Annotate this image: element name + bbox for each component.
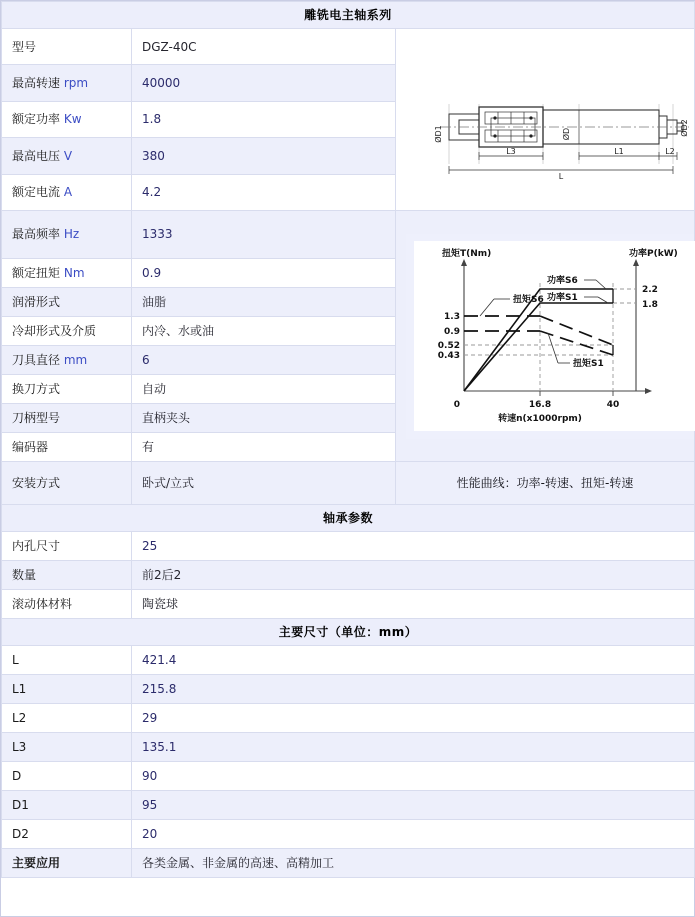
svg-text:扭矩S1: 扭矩S1 [573, 359, 604, 369]
row-value: 卧式/立式 [132, 462, 396, 505]
row-value: 内冷、水或油 [132, 317, 396, 346]
bearing-section-title: 轴承参数 [2, 505, 695, 532]
x-axis-arrow [645, 388, 652, 394]
row-value: 1333 [132, 211, 396, 259]
row-label: 刀柄型号 [2, 404, 132, 433]
chart-x-axis-title: 转速n(x1000rpm) [498, 414, 582, 424]
table-row [2, 820, 695, 849]
table-row [2, 211, 695, 259]
row-value: 380 [132, 138, 396, 174]
drawing-label-d1: ØD1 [433, 124, 443, 143]
drawing-label-d: ØD [561, 127, 571, 140]
drawing-label-d2: ØD2 [679, 118, 689, 137]
chart-y-axis-title: 扭矩T(Nm) [442, 249, 492, 259]
dimension-section-header-row [2, 619, 695, 646]
row-value: 0.9 [132, 259, 396, 288]
row-label: D1 [2, 791, 132, 820]
row-value: 各类金属、非金属的高速、高精加工 [132, 849, 695, 878]
spindle-drawing-svg [411, 60, 695, 180]
svg-text:功率S6: 功率S6 [547, 276, 578, 286]
chart-ytick-1: 1.3 [444, 312, 460, 322]
row-label: L1 [2, 675, 132, 704]
y-axis-arrow [461, 259, 467, 266]
row-value: 20 [132, 820, 695, 849]
row-label: 刀具直径 mm [2, 346, 132, 375]
row-label: D [2, 762, 132, 791]
chart-y2-axis-title: 功率P(kW) [629, 249, 678, 259]
table-row [2, 590, 695, 619]
row-label: 最高频率 Hz [2, 211, 132, 259]
table-row [2, 532, 695, 561]
table-row [2, 704, 695, 733]
chart-ytick-2: 0.9 [444, 327, 460, 337]
annotation-torque-s6 [480, 293, 544, 316]
main-title-row [2, 2, 695, 29]
row-value: 自动 [132, 375, 396, 404]
svg-text:扭矩S6: 扭矩S6 [513, 295, 544, 305]
row-value: 95 [132, 791, 695, 820]
svg-text:功率S1: 功率S1 [547, 293, 578, 303]
drawing-label-l3: L3 [505, 146, 516, 156]
row-value: 1.8 [132, 101, 396, 137]
row-label: 额定电流 A [2, 174, 132, 210]
table-row [2, 561, 695, 590]
table-row [2, 733, 695, 762]
row-value: 421.4 [132, 646, 695, 675]
row-label: 数量 [2, 561, 132, 590]
page-title: 雕铣电主轴系列 [2, 2, 695, 29]
chart-y2tick-1: 2.2 [642, 285, 658, 295]
table-row [2, 762, 695, 791]
row-label: L [2, 646, 132, 675]
performance-chart-cell [396, 211, 695, 462]
table-body [2, 2, 695, 878]
row-label: 安装方式 [2, 462, 132, 505]
chart-ytick-4: 0.43 [437, 351, 460, 361]
row-label: 额定功率 Kw [2, 101, 132, 137]
row-label: D2 [2, 820, 132, 849]
chart-xtick-1: 16.8 [528, 400, 552, 410]
row-label: 滚动体材料 [2, 590, 132, 619]
row-value: 直柄夹头 [132, 404, 396, 433]
table-row [2, 675, 695, 704]
row-value: 25 [132, 532, 695, 561]
row-unit: A [63, 185, 73, 200]
row-label: L2 [2, 704, 132, 733]
row-label: 最高电压 V [2, 138, 132, 174]
row-value: 前2后2 [132, 561, 695, 590]
table-row [2, 646, 695, 675]
table-row [2, 29, 695, 65]
annotation-power-s1 [547, 291, 608, 303]
drawing-label-l: L [558, 171, 563, 180]
row-unit: V [63, 148, 73, 163]
row-label: L3 [2, 733, 132, 762]
chart-xtick-2: 40 [606, 400, 620, 410]
row-label: 冷却形式及介质 [2, 317, 132, 346]
spindle-drawing [406, 29, 695, 210]
row-value: 6 [132, 346, 396, 375]
row-value: 4.2 [132, 174, 396, 210]
series-torque-s1 [464, 331, 613, 355]
chart-canvas [414, 241, 695, 431]
row-value: 90 [132, 762, 695, 791]
row-value: 陶瓷球 [132, 590, 695, 619]
technical-drawing-cell [396, 29, 695, 211]
row-label: 润滑形式 [2, 288, 132, 317]
dimension-section-title: 主要尺寸（单位：mm） [2, 619, 695, 646]
row-label: 编码器 [2, 433, 132, 462]
row-label: 主要应用 [2, 849, 132, 878]
row-unit: rpm [63, 75, 89, 90]
row-label: 型号 [2, 29, 132, 65]
row-value: 215.8 [132, 675, 695, 704]
mounting-row [2, 462, 695, 505]
y2-axis-arrow [633, 259, 639, 266]
figure-caption: 性能曲线：功率-转速、扭矩-转速 [396, 462, 695, 505]
drawing-label-l1: L1 [613, 146, 624, 156]
row-unit: Nm [63, 265, 85, 280]
row-label: 额定扭矩 Nm [2, 259, 132, 288]
specification-table [1, 1, 695, 878]
row-label: 换刀方式 [2, 375, 132, 404]
row-value: 40000 [132, 65, 396, 101]
row-unit: Kw [63, 112, 82, 127]
row-label: 内孔尺寸 [2, 532, 132, 561]
annotation-torque-s1 [548, 333, 604, 369]
chart-y2tick-2: 1.8 [642, 300, 658, 310]
row-unit: Hz [63, 227, 80, 242]
chart-origin-label: 0 [453, 400, 460, 410]
row-unit: mm [63, 352, 88, 367]
performance-chart [406, 234, 695, 439]
application-row [2, 849, 695, 878]
row-value: 油脂 [132, 288, 396, 317]
row-value: 135.1 [132, 733, 695, 762]
row-value: DGZ-40C [132, 29, 396, 65]
chart-ytick-3: 0.52 [437, 341, 460, 351]
row-label: 最高转速 rpm [2, 65, 132, 101]
bearing-section-header-row [2, 505, 695, 532]
row-value: 有 [132, 433, 396, 462]
drawing-label-l2: L2 [664, 146, 675, 156]
annotation-power-s6 [547, 274, 606, 289]
performance-chart-svg [414, 241, 695, 431]
row-value: 29 [132, 704, 695, 733]
table-row [2, 791, 695, 820]
